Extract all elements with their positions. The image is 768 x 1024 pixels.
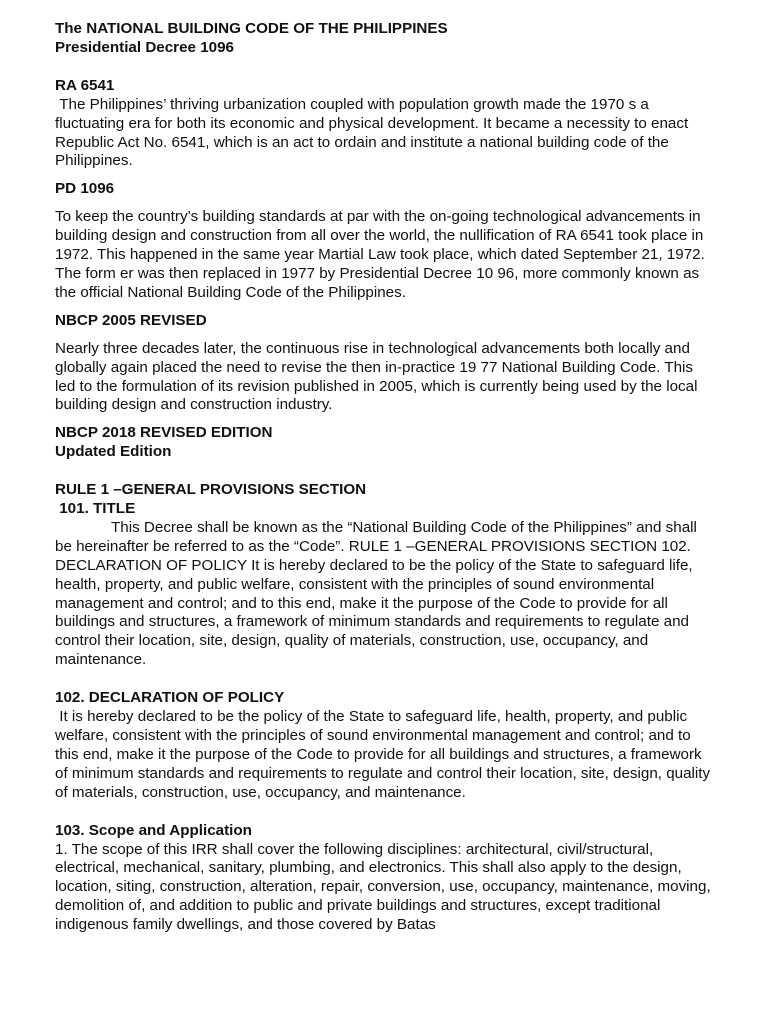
paragraph-ra6541: The Philippines’ thriving urbanization coupled with population growth made the 1970 s a fluctuating era for both its economic and physical development. It became a necessity to enact Republic Act No. 6541, which is an act to ordain and institute a national building code of the Philippines.	[55, 95, 693, 170]
section-heading-nbcp2018: NBCP 2018 REVISED EDITION	[55, 424, 273, 442]
section-heading-pd1096: PD 1096	[55, 180, 115, 198]
document-page	[55, 20, 715, 935]
section-heading-nbcp2005: NBCP 2005 REVISED	[55, 311, 207, 329]
section-heading-101: 101. TITLE	[55, 500, 136, 518]
paragraph-pd1096: To keep the country’s building standards at par with the on-going technological advancements in building design and construction from all over the world, the nullification of RA 6541 took place in 1972. This happened in the same year Martial Law took place, which dated September 21, 1972. The form er was then replaced in 1977 by Presidential Decree 10 96, more commonly known as the official National Building Code of the Philippines.	[55, 208, 705, 301]
paragraph-103: 1. The scope of this IRR shall cover the following disciplines: architectural, civil/structural, electrical, mechanical, sanitary, plumbing, and electronics. This shall also apply to the design, location, siting, construction, alteration, repair, conversion, use, occupancy, maintenance, moving, demolition of, and addition to public and private buildings and structures, except traditional indigenous family dwellings, and those covered by Batas	[55, 840, 711, 934]
section-heading-102: 102. DECLARATION OF POLICY	[55, 689, 285, 707]
paragraph-101: This Decree shall be known as the “National Building Code of the Philippines” and shall be hereinafter be referred to as the “Code”. RULE 1 –GENERAL PROVISIONS SECTION 102. DECLARATION OF POLICY It is hereby declared to be the policy of the State to safeguard life, health, property, and public welfare, consistent with the principles of sound environmental management and control; and to this end, make it the purpose of the Code to provide for all buildings and structures, a framework of minimum standards and requirements to regulate and control their location, site, design, quality of materials, construction, use, occupancy, and maintenance.	[55, 518, 697, 669]
section-heading-rule1: RULE 1 –GENERAL PROVISIONS SECTION	[55, 481, 367, 499]
paragraph-102: It is hereby declared to be the policy of the State to safeguard life, health, property, and public welfare, consistent with the principles of sound environmental management and control; and to this end, make it the purpose of the Code to provide for all buildings and structures, a framework of minimum standards and requirements to regulate and control their location, site, design, quality of materials, construction, use, occupancy, and maintenance.	[55, 708, 715, 801]
section-heading-ra6541: RA 6541	[55, 76, 115, 94]
section-subheading-updated-edition: Updated Edition	[55, 443, 172, 461]
paragraph-nbcp2005: Nearly three decades later, the continuous rise in technological advancements both locally and globally again placed the need to revise the then in-practice 19 77 National Building Code. This led to the formulation of its revision published in 2005, which is currently being used by the local building design and construction industry.	[55, 339, 698, 414]
section-heading-103: 103. Scope and Application	[55, 821, 252, 839]
document-subtitle: Presidential Decree 1096	[55, 38, 234, 56]
document-title: The NATIONAL BUILDING CODE OF THE PHILIPPINES	[55, 20, 448, 37]
